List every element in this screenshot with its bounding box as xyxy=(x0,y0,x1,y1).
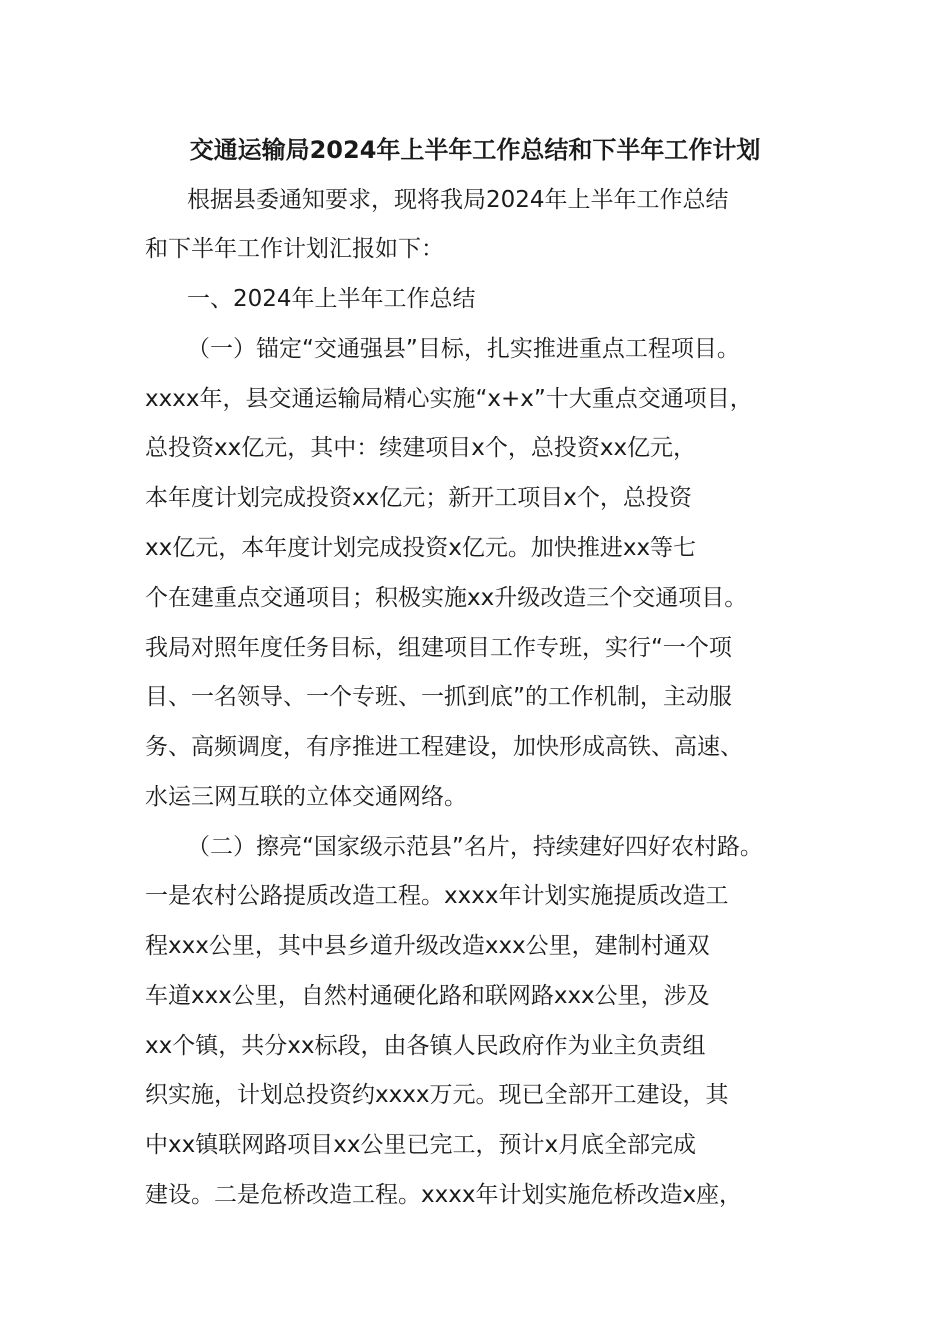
subsection-heading: （一）锚定“交通强县”目标，扎实推进重点工程项目。 xyxy=(187,336,740,362)
paragraph-line: xx亿元，本年度计划完成投资x亿元。加快推进xx等七 xyxy=(145,535,697,561)
paragraph-line: 水运三网互联的立体交通网络。 xyxy=(145,784,467,810)
subsection-heading: （二）擦亮“国家级示范县”名片，持续建好四好农村路。 xyxy=(187,834,763,860)
paragraph-line: 我局对照年度任务目标，组建项目工作专班，实行“一个项 xyxy=(145,635,732,661)
paragraph-line: 中xx镇联网路项目xx公里已完工，预计x月底全部完成 xyxy=(145,1132,697,1158)
paragraph-line: xxxx年，县交通运输局精心实施“x+x”十大重点交通项目， xyxy=(145,386,753,412)
paragraph-line: 个在建重点交通项目；积极实施xx升级改造三个交通项目。 xyxy=(145,585,748,611)
paragraph-line: 总投资xx亿元，其中：续建项目x个，总投资xx亿元， xyxy=(145,435,697,461)
paragraph-line: 建设。二是危桥改造工程。xxxx年计划实施危桥改造x座， xyxy=(145,1182,743,1208)
paragraph-line: 和下半年工作计划汇报如下： xyxy=(145,236,444,262)
paragraph-line: 车道xxx公里，自然村通硬化路和联网路xxx公里，涉及 xyxy=(145,983,710,1009)
paragraph-line: 织实施，计划总投资约xxxx万元。现已全部开工建设，其 xyxy=(145,1082,729,1108)
paragraph-line: 一是农村公路提质改造工程。xxxx年计划实施提质改造工 xyxy=(145,883,729,909)
section-heading: 一、2024年上半年工作总结 xyxy=(187,286,476,312)
paragraph-line: 务、高频调度，有序推进工程建设，加快形成高铁、高速、 xyxy=(145,734,743,760)
paragraph-line: 目、一名领导、一个专班、一抓到底”的工作机制，主动服 xyxy=(145,684,732,710)
paragraph-line: 本年度计划完成投资xx亿元；新开工项目x个，总投资 xyxy=(145,485,692,511)
paragraph-line: 程xxx公里，其中县乡道升级改造xxx公里，建制村通双 xyxy=(145,933,710,959)
paragraph-line: xx个镇，共分xx标段，由各镇人民政府作为业主负责组 xyxy=(145,1033,706,1059)
document-title: 交通运输局2024年上半年工作总结和下半年工作计划 xyxy=(189,136,761,164)
paragraph-line: 根据县委通知要求，现将我局2024年上半年工作总结 xyxy=(187,187,729,213)
